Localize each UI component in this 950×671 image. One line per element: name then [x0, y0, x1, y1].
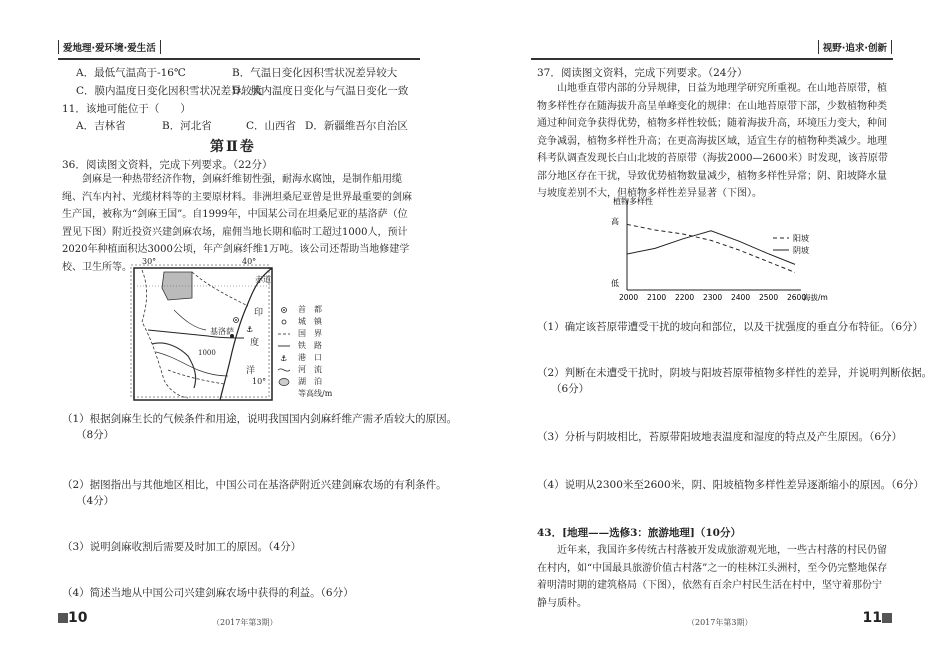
q37-2a: （2）判断在未遭受干扰时，阴坡与阳坡苔原带植物多样性的差异，并说明判断依据。 [537, 367, 933, 379]
east-africa-map [128, 257, 346, 408]
left-header-rule [58, 58, 420, 60]
q36-2-score: （4分） [76, 495, 115, 507]
q37-3: （3）分析与阴坡相比，苔原带阳坡地表温度和湿度的特点及产生原因。（6分） [537, 431, 903, 443]
x-tick-label: 2200 [675, 293, 695, 302]
map-legend-label: 国 界 [298, 329, 322, 338]
left-page-number-text: 10 [68, 610, 88, 626]
diversity-chart [605, 196, 835, 308]
x-axis-label: 海拔/m [803, 293, 828, 302]
map-legend-label: 河 流 [298, 365, 322, 374]
right-page-number-text: 11 [862, 610, 882, 626]
right-page-number [863, 610, 892, 626]
q36-4: （4）简述当地从中国公司兴建剑麻农场中获得的利益。（6分） [62, 587, 354, 599]
q11-stem: 11．该地可能位于（ ） [62, 103, 191, 115]
q37-2b: （6分） [551, 383, 590, 395]
q36-1: （1）根据剑麻生长的气候条件和用途，说明我国国内剑麻纤维产需矛盾较大的原因。 [62, 413, 458, 425]
map-legend-label: 等高线/m [298, 389, 333, 398]
q37-1: （1）确定该苔原带遭受干扰的坡向和部位，以及干扰强度的垂直分布特征。（6分） [537, 321, 924, 333]
x-tick-label: 2600 [787, 293, 807, 302]
svg-text:⚓: ⚓ [280, 354, 288, 363]
q37-intro: 37．阅读图文资料，完成下列要求。（24分） [537, 67, 748, 79]
chart-svg [605, 196, 835, 308]
map-legend-label: 铁 路 [298, 341, 322, 350]
map-lon-30: 30° [142, 257, 157, 266]
q11-option-b: B．河北省 [162, 120, 212, 132]
page-marker-icon [58, 613, 68, 623]
map-lat-10: 10° [252, 377, 267, 386]
q11-option-d: D．新疆维吾尔自治区 [305, 120, 408, 132]
q36-text: 剑麻是一种热带经济作物，剑麻纤维韧性强，耐海水腐蚀，是制作船用缆绳、汽车内衬、光缆材料等的主要原材料。非洲坦桑尼亚曾是世界最重要的剑麻生产国，被称为“剑麻王国”。自1999年，中国某公司在坦桑尼亚的基洛萨（位置见下图）附近投资兴建剑麻农场，雇佣当地长期和临时工超过1000人，预计2020年种植面积达3000公顷，年产剑麻纤维1万吨。该公司还帮助当地修建学校、卫生所等。 [62, 174, 412, 273]
x-tick-label: 2300 [703, 293, 723, 302]
legend-label-2: 阴坡 [793, 246, 809, 255]
q37-text: 山地垂直带内部的分异规律，日益为地理学研究所重视。在山地苔原带，植物多样性存在随海拔升高呈单峰变化的规律：在山地苔原带下部，少数植物种类通过种间竞争获得优势，植物多样性较低；随着海拔升高，环境压力变大，种间竞争减弱，植物多样性升高；在更高海拔区域，适宜生存的植物种类减少。地理科考队调查发现长白山北坡的苔原带（海拔2000—2600米）时发现，该苔原带部分地区存在干扰，导致优势植物数量减少，植物多样性异常；阴、阳坡降水量与坡度差别不大，但植物多样性差异显著（下图）。 [537, 83, 888, 199]
x-tick-label: 2000 [619, 293, 639, 302]
right-header-rule [531, 58, 893, 60]
legend-label-1: 阳坡 [793, 234, 809, 243]
right-header: 视野·追求·创新 [818, 40, 892, 54]
section-title: 第Ⅱ卷 [210, 139, 256, 155]
q43-text: 近年来，我国许多传统古村落被开发成旅游观光地，一些古村落的村民仍留在村内，如“中国最具旅游价值古村落”之一的桂林江头洲村，至今仍完整地保存着明清时期的建筑格局（下图），依然有百余户村民生活在村中，坚守着那份宁静与质朴。 [537, 545, 888, 609]
q10-option-a: A．最低气温高于-16℃ [76, 67, 186, 79]
map-legend-label: 湖 泊 [298, 377, 322, 386]
q11-option-c: C．山西省 [246, 120, 297, 132]
q36-1-score: （8分） [76, 429, 115, 441]
right-page [475, 0, 950, 671]
q36-2: （2）据图指出与其他地区相比，中国公司在基洛萨附近兴建剑麻农场的有利条件。 [62, 479, 447, 491]
q36-3: （3）说明剑麻收割后需要及时加工的原因。（4分） [62, 541, 302, 553]
port-icon: ⚓ [246, 325, 254, 334]
q36-intro: 36．阅读图文资料，完成下列要求。（22分） [62, 159, 273, 171]
q43-intro: 43．[地理——选修3：旅游地理]（10分） [537, 527, 741, 539]
y-high-label: 高 [611, 217, 619, 226]
left-issue: （2017年第3期） [212, 618, 278, 627]
y-low-label: 低 [611, 279, 619, 288]
q10-option-c: C．膜内温度日变化因积雪状况差异较大 [76, 85, 263, 97]
left-header: 爱地理·爱环境·爱生活 [58, 40, 161, 54]
page-marker-icon [882, 613, 892, 623]
q37-4: （4）说明从2300米至2600米，阴、阳坡植物多样性差异逐渐缩小的原因。（6分） [537, 479, 925, 491]
map-legend-label: 港 口 [298, 353, 322, 362]
right-issue: （2017年第3期） [687, 618, 753, 627]
map-legend [278, 308, 290, 386]
map-equator-label: 赤道 [255, 275, 271, 284]
q10-option-b: B．气温日变化因积雪状况差异较大 [232, 67, 398, 79]
map-ocean-label-1: 印 [254, 308, 264, 318]
map-contour-label: 1000 [198, 349, 216, 357]
map-kilosa-label: 基洛萨 [210, 327, 234, 336]
series-line-1 [627, 224, 795, 272]
left-page-number [58, 610, 87, 626]
q10-option-d: D．膜内温度日变化与气温日变化一致 [232, 85, 409, 97]
x-tick-label: 2500 [759, 293, 779, 302]
map-lon-40: 40° [242, 257, 257, 266]
series-line-2 [627, 231, 795, 265]
x-tick-label: 2100 [647, 293, 667, 302]
map-legend-label: 城 镇 [298, 317, 322, 326]
map-ocean-label-2: 度 [250, 338, 260, 348]
map-legend-label: 首 都 [298, 305, 322, 314]
map-ocean-label-3: 洋 [246, 366, 256, 376]
chart-title: 植物多样性 [613, 197, 653, 206]
q11-option-a: A．吉林省 [76, 120, 126, 132]
x-tick-label: 2400 [731, 293, 751, 302]
